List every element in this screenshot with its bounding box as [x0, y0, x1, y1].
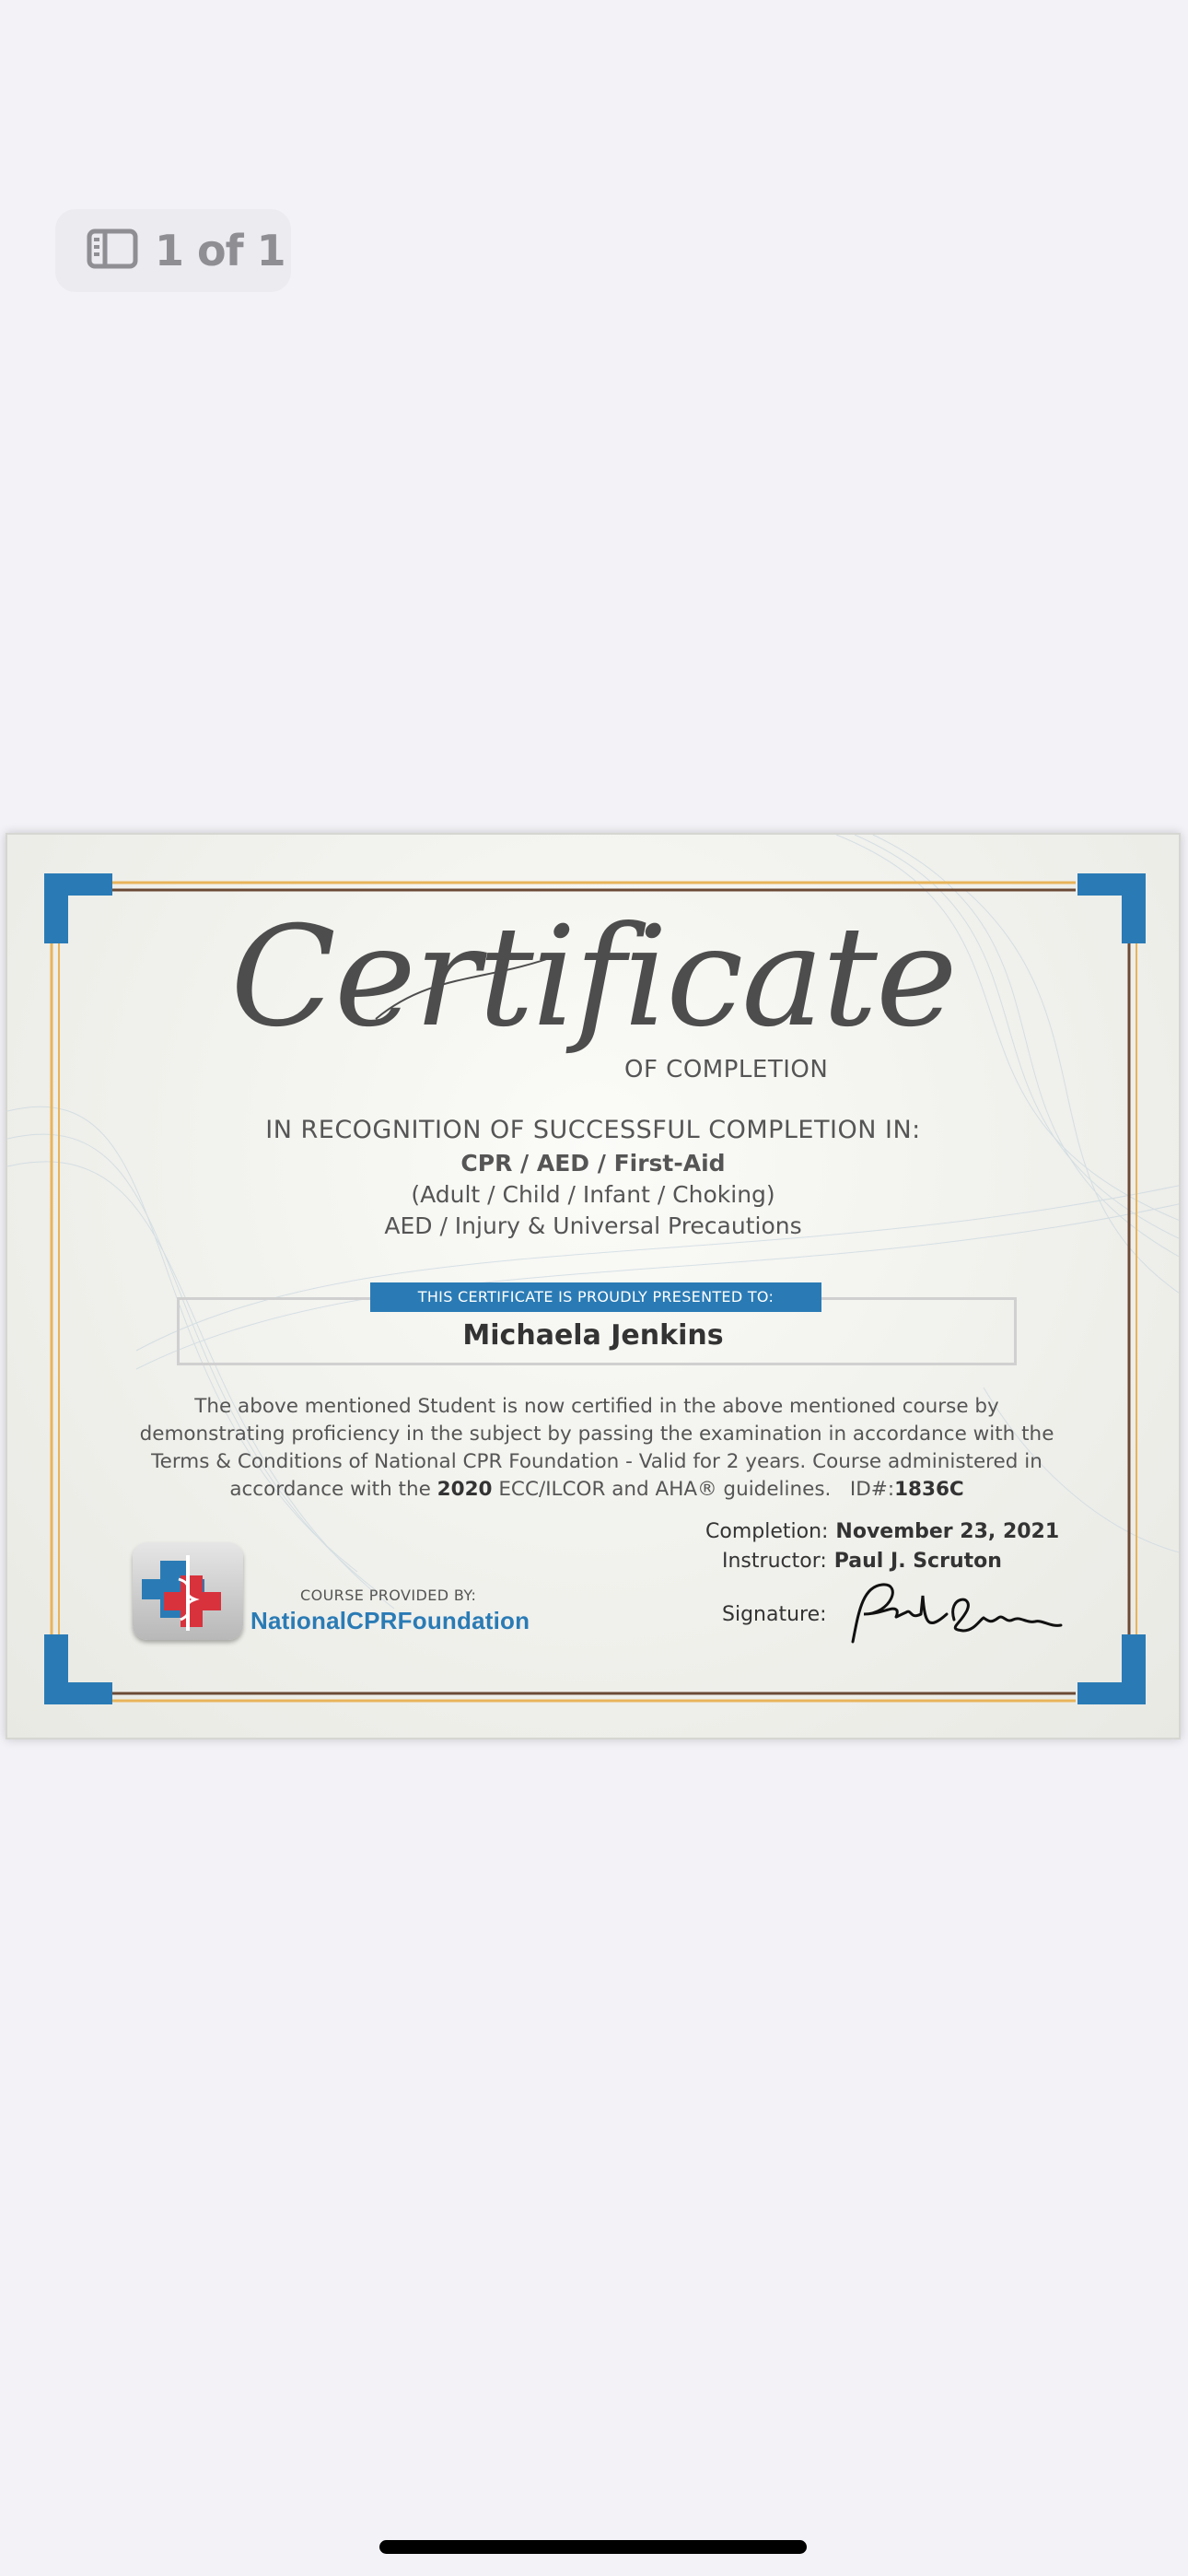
course-scope: (Adult / Child / Infant / Choking) — [411, 1181, 775, 1208]
statement-line: The above mentioned Student is now certified in the above mentioned course by — [194, 1395, 999, 1418]
id-label: ID#: — [849, 1478, 895, 1501]
instructor-row — [722, 1550, 1002, 1573]
statement-line — [136, 1476, 1057, 1504]
provider-name: NationalCPRFoundation — [250, 1607, 530, 1634]
course-topics: AED / Injury & Universal Precautions — [384, 1212, 802, 1239]
completion-label: Completion: — [705, 1520, 829, 1543]
certificate-id: 1836C — [894, 1478, 964, 1501]
medical-cross-icon — [133, 1542, 243, 1640]
signature-row — [722, 1603, 827, 1626]
sidebar-icon — [87, 228, 138, 273]
provider-logo — [133, 1542, 243, 1640]
guideline-year: 2020 — [437, 1478, 493, 1501]
recognition-heading: IN RECOGNITION OF SUCCESSFUL COMPLETION IN: — [265, 1116, 921, 1144]
statement-line: demonstrating proficiency in the subject by passing the examination in accordance with the — [139, 1423, 1054, 1446]
signature-label: Signature: — [722, 1603, 827, 1626]
certificate-subtitle: OF COMPLETION — [624, 1056, 829, 1083]
course-name: CPR / AED / First-Aid — [460, 1150, 726, 1177]
page-indicator[interactable] — [55, 209, 291, 292]
home-indicator[interactable] — [379, 2540, 807, 2554]
signature-image — [845, 1577, 1066, 1651]
completion-row — [705, 1520, 1059, 1543]
instructor-label: Instructor: — [722, 1550, 827, 1573]
certification-statement — [136, 1393, 1057, 1504]
certificate-title: Certificate — [230, 897, 956, 1058]
statement-line: Terms & Conditions of National CPR Foundation - Valid for 2 years. Course administered in — [151, 1450, 1042, 1473]
student-name: Michaela Jenkins — [462, 1319, 724, 1352]
completion-date: November 23, 2021 — [835, 1520, 1060, 1543]
certificate-page — [6, 833, 1181, 1739]
statement-text: accordance with the — [229, 1478, 431, 1501]
presented-to-banner: THIS CERTIFICATE IS PROUDLY PRESENTED TO: — [370, 1282, 821, 1312]
instructor-name: Paul J. Scruton — [833, 1550, 1002, 1573]
page-count: 1 of 1 — [155, 226, 285, 275]
provided-by-label: COURSE PROVIDED BY: — [300, 1587, 477, 1604]
statement-text: ECC/ILCOR and AHA® guidelines. — [498, 1478, 832, 1501]
